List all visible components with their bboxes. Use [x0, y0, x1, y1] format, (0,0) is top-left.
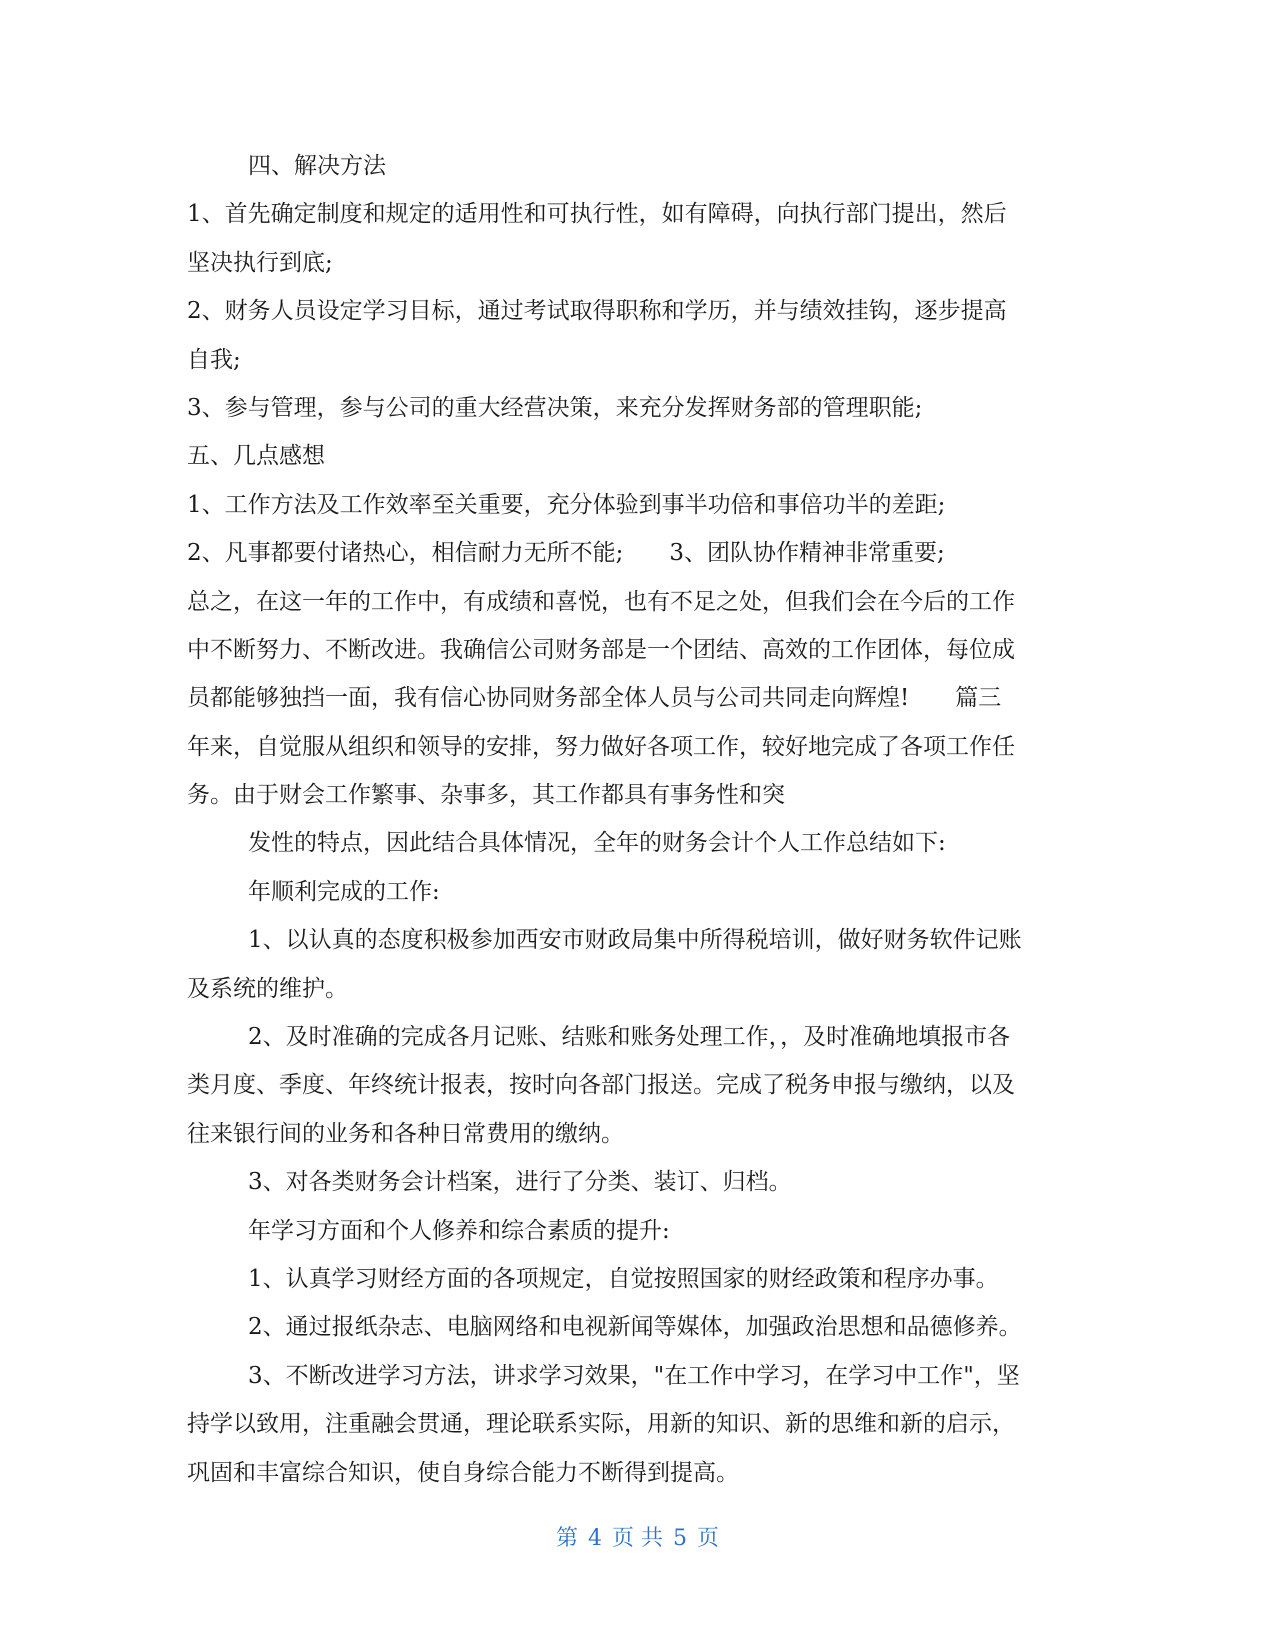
- text-line: 2、及时准确的完成各月记账、结账和账务处理工作，，及时准确地填报市各: [248, 1024, 1011, 1051]
- text-line: 年来，自觉服从组织和领导的安排，努力做好各项工作，较好地完成了各项工作任: [187, 733, 1015, 760]
- text-line: 五、几点感想: [187, 443, 325, 470]
- text-line: 3、参与管理，参与公司的重大经营决策，来充分发挥财务部的管理职能;: [187, 394, 923, 421]
- text-line: 巩固和丰富综合知识，使自身综合能力不断得到提高。: [187, 1459, 739, 1486]
- text-line: 总之，在这一年的工作中，有成绩和喜悦，也有不足之处，但我们会在今后的工作: [187, 588, 1015, 615]
- text-line: 四、解决方法: [248, 153, 386, 179]
- text-line: 自我;: [187, 346, 241, 373]
- text-line: 2、凡事都要付诸热心，相信耐力无所不能; 3、团队协作精神非常重要;: [187, 540, 945, 567]
- text-line: 往来银行间的业务和各种日常费用的缴纳。: [187, 1120, 624, 1147]
- text-line: 持学以致用，注重融会贯通，理论联系实际，用新的知识、新的思维和新的启示，: [187, 1411, 1015, 1438]
- footer-total-pages: 5: [673, 1526, 687, 1551]
- text-line: 1、首先确定制度和规定的适用性和可执行性，如有障碍，向执行部门提出，然后: [187, 201, 1007, 228]
- footer-prefix: 第: [555, 1526, 578, 1551]
- text-line: 3、对各类财务会计档案，进行了分类、装订、归档。: [248, 1169, 792, 1196]
- text-line: 类月度、季度、年终统计报表，按时向各部门报送。完成了税务申报与缴纳，以及: [187, 1072, 1015, 1099]
- text-line: 坚决执行到底;: [187, 249, 333, 276]
- text-line: 2、通过报纸杂志、电脑网络和电视新闻等媒体，加强政治思想和品德修养。: [248, 1314, 1022, 1341]
- text-line: 1、工作方法及工作效率至关重要，充分体验到事半功倍和事倍功半的差距;: [187, 491, 946, 518]
- text-line: 1、认真学习财经方面的各项规定，自觉按照国家的财经政策和程序办事。: [248, 1265, 999, 1292]
- text-line: 年顺利完成的工作:: [248, 878, 440, 905]
- text-line: 3、不断改进学习方法，讲求学习效果，"在工作中学习，在学习中工作"，坚: [248, 1362, 1020, 1389]
- text-line: 员都能够独挡一面，我有信心协同财务部全体人员与公司共同走向辉煌! 篇三: [187, 685, 1002, 712]
- footer-suffix: 页: [697, 1526, 720, 1551]
- text-line: 务。由于财会工作繁事、杂事多，其工作都具有事务性和突: [187, 782, 785, 809]
- footer-middle: 页 共: [612, 1526, 663, 1551]
- footer-current-page: 4: [588, 1526, 602, 1551]
- text-line: 发性的特点，因此结合具体情况，全年的财务会计个人工作总结如下:: [248, 830, 946, 857]
- text-line: 年学习方面和个人修养和综合素质的提升:: [248, 1217, 670, 1244]
- text-line: 2、财务人员设定学习目标，通过考试取得职称和学历，并与绩效挂钩，逐步提高: [187, 298, 1007, 325]
- document-body: [187, 142, 1087, 1497]
- text-line: 1、以认真的态度积极参加西安市财政局集中所得税培训，做好财务软件记账: [248, 927, 1022, 954]
- text-line: 中不断努力、不断改进。我确信公司财务部是一个团结、高效的工作团体，每位成: [187, 636, 1015, 663]
- page-footer: [0, 1521, 1275, 1552]
- text-line: 及系统的维护。: [187, 975, 348, 1002]
